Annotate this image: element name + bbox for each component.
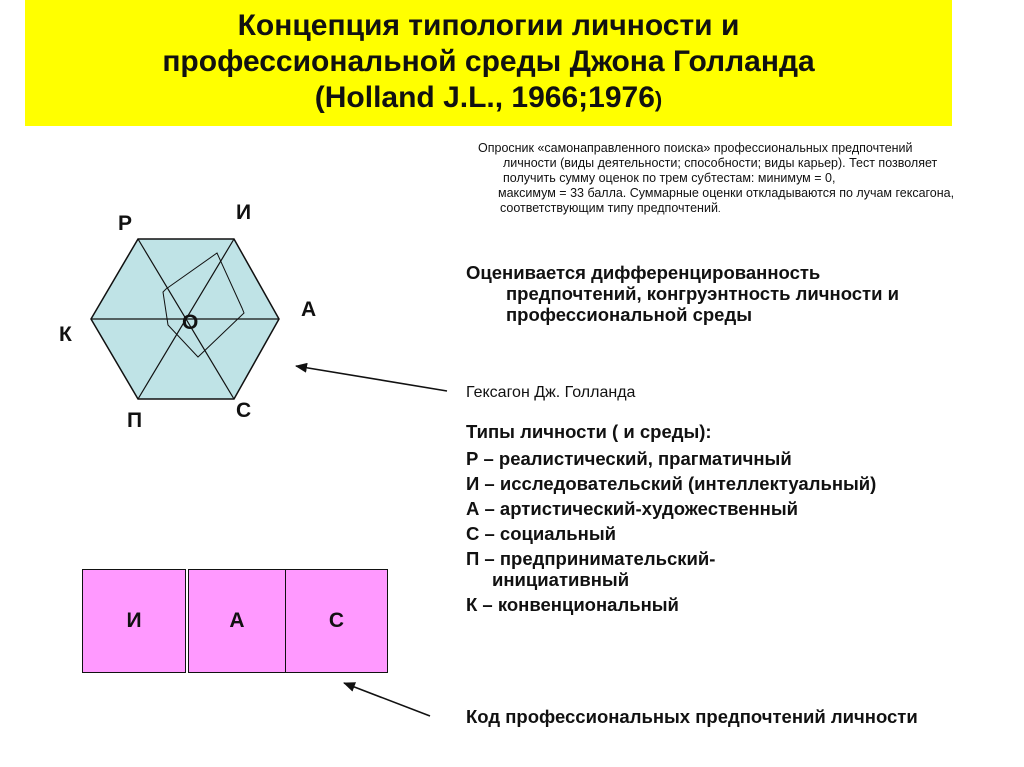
title-line-1: Концепция типологии личности и — [237, 9, 740, 42]
type-item-i: И – исследовательский (интеллектуальный) — [466, 473, 877, 494]
code-box-3: С — [285, 569, 388, 673]
code-caption: Код профессиональных предпочтений личности — [466, 706, 918, 727]
types-section — [466, 421, 946, 619]
assessment-text: Оценивается дифференцированность предпочтений, конгруэнтность личности и профессиональной среды — [466, 262, 899, 325]
survey-paragraph-1: Опросник «самонаправленного поиска» профессиональных предпочтений личности (виды деятельности; способности; виды карьер). Тест позволяет получить сумму оценок по трем субтестам: минимум = 0, — [478, 141, 938, 185]
type-item-k: К – конвенциональный — [466, 594, 679, 615]
hexagon-center-label: О — [182, 311, 199, 334]
vertex-label-p: П — [127, 409, 143, 432]
vertex-label-k: К — [59, 323, 72, 346]
title-banner — [25, 0, 952, 126]
hexagon-caption: Гексагон Дж. Голланда — [466, 384, 636, 401]
vertex-label-i: И — [236, 201, 252, 224]
type-item-r: Р – реалистический, прагматичный — [466, 448, 792, 469]
code-box-1: И — [82, 569, 186, 673]
survey-paragraph-2: максимум = 33 балла. Суммарные оценки откладываются по лучам гексагона, соответствующим типу предпочтений. — [498, 186, 955, 215]
types-heading: Типы личности ( и среды): — [466, 421, 712, 442]
type-item-s: С – социальный — [466, 523, 617, 544]
title-line-2: профессиональной среды Джона Голланда — [162, 45, 815, 78]
type-item-a: А – артистический-художественный — [466, 498, 799, 519]
code-box-2: А — [188, 569, 286, 673]
holland-hexagon — [50, 195, 350, 445]
vertex-label-a: А — [301, 298, 317, 321]
survey-description — [478, 141, 958, 217]
type-item-p: П – предпринимательский-инициативный — [466, 548, 716, 590]
title-line-3: (Holland J.L., 1966;1976) — [314, 81, 663, 114]
vertex-label-r: Р — [118, 212, 133, 235]
code-arrow — [344, 683, 430, 716]
vertex-label-s: С — [236, 399, 252, 422]
